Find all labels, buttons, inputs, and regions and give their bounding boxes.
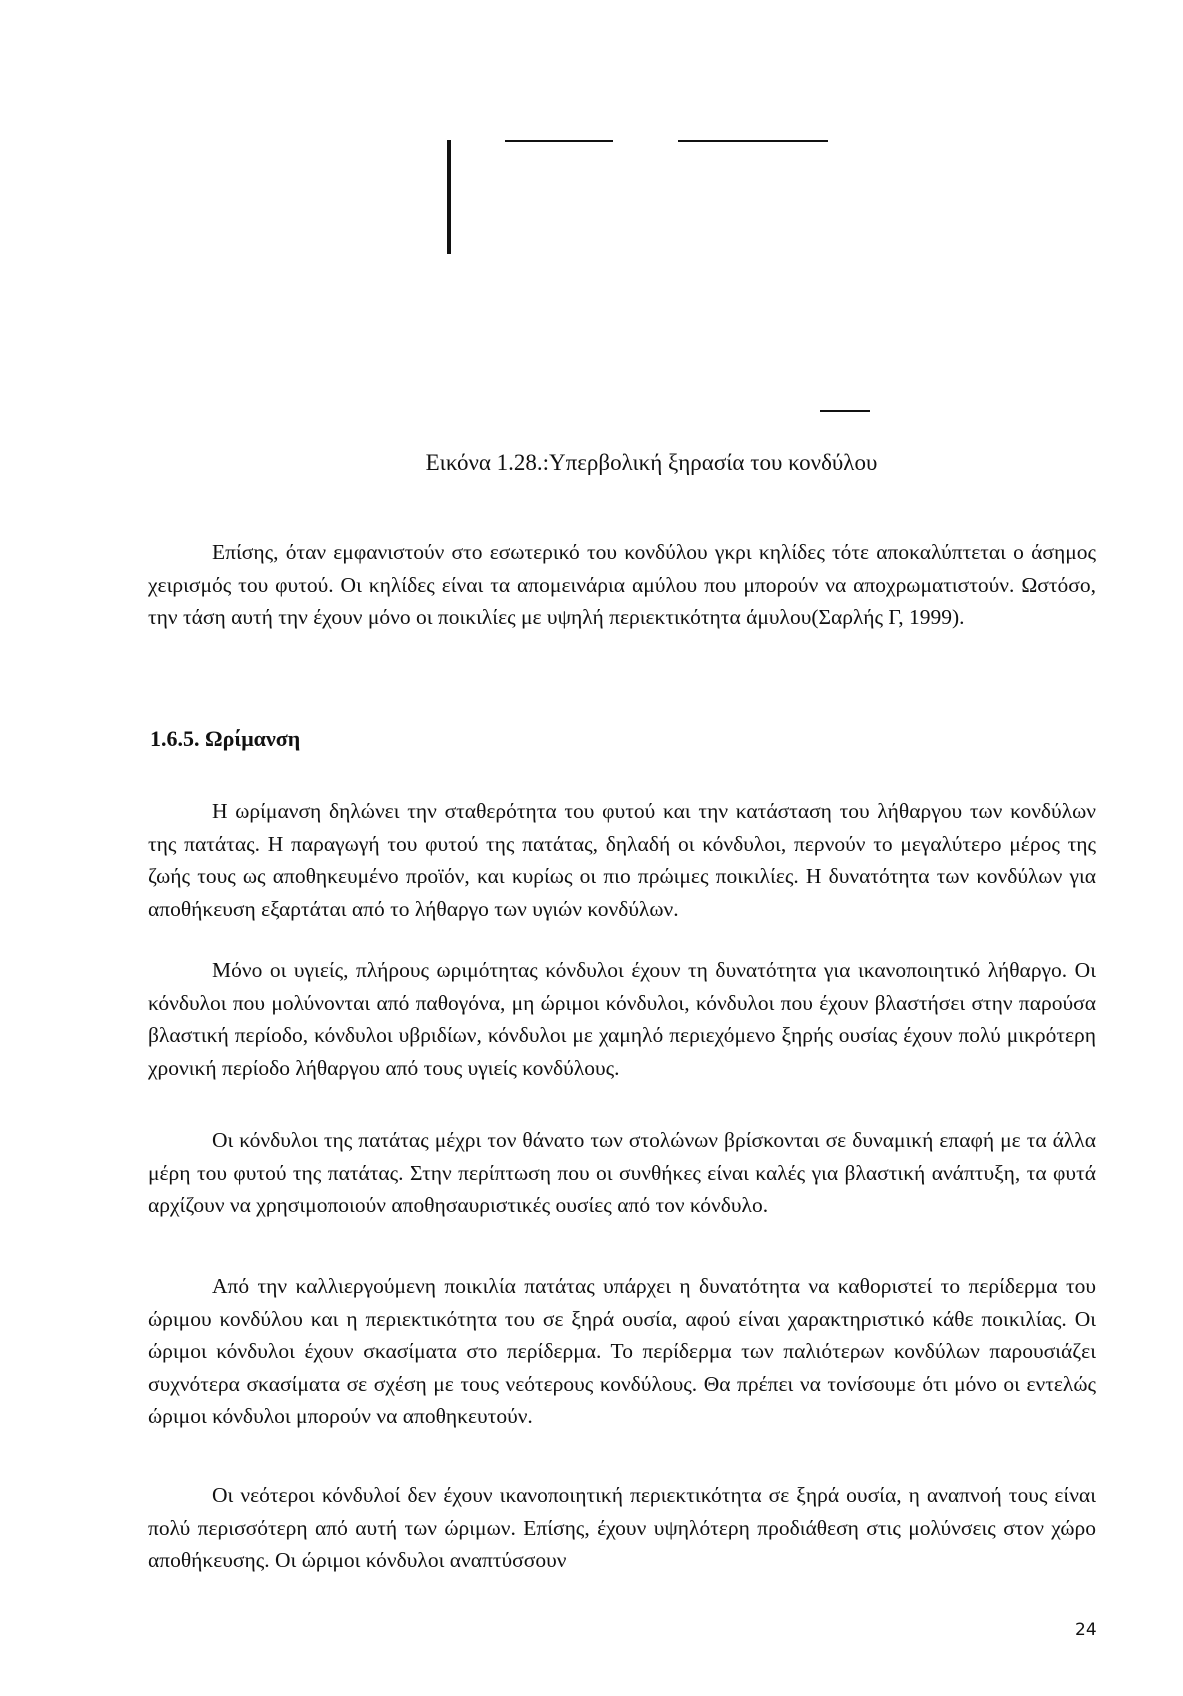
paragraph-3: Μόνο οι υγιείς, πλήρους ωριμότητας κόνδυλοι έχουν τη δυνατότητα για ικανοποιητικό λήθαργο. Οι κόνδυλοι που μολύνονται από παθογόνα, μη ώριμοι κόνδυλοι, κόνδυλοι που έχουν βλαστήσει στην παρούσα βλαστική περίοδο, κόνδυλοι υβριδίων, κόνδυλοι με χαμηλό περιεχόμενο ξηρής ουσίας έχουν πολύ μικρότερη χρονική περίοδο λήθαργου από τους υγιείς κονδύλους. (148, 958, 1096, 1080)
figure-scan-mark-top-left (505, 140, 613, 142)
paragraph-1: Επίσης, όταν εμφανιστούν στο εσωτερικό του κονδύλου γκρι κηλίδες τότε αποκαλύπτεται ο άσημος χειρισμός του φυτού. Οι κηλίδες είναι τα απομεινάρια αμύλου που μπορούν να αποχρωματιστούν. Ωστόσο, την τάση αυτή την έχουν μόνο οι ποικιλίες με υψηλή περιεκτικότητα άμυλου(Σαρλής Γ, 1999). (148, 540, 1096, 629)
page-number: 24 (1075, 1620, 1097, 1640)
figure-caption: Εικόνα 1.28.:Υπερβολική ξηρασία του κονδύλου (425, 450, 878, 475)
paragraph-4: Οι κόνδυλοι της πατάτας μέχρι τον θάνατο των στολώνων βρίσκονται σε δυναμική επαφή με τα άλλα μέρη του φυτού της πατάτας. Στην περίπτωση που οι συνθήκες είναι καλές για βλαστική ανάπτυξη, τα φυτά αρχίζουν να χρησιμοποιούν αποθησαυριστικές ουσίες από τον κόνδυλο. (148, 1128, 1096, 1217)
figure-scan-mark-dash (820, 410, 870, 412)
paragraph-6: Οι νεότεροι κόνδυλοί δεν έχουν ικανοποιητική περιεκτικότητα σε ξηρά ουσία, η αναπνοή τους είναι πολύ περισσότερη από αυτή των ώριμων. Επίσης, έχουν υψηλότερη προδιάθεση στις μολύνσεις στον χώρο αποθήκευσης. Οι ώριμοι κόνδυλοι αναπτύσσουν (148, 1483, 1096, 1572)
paragraph-5: Από την καλλιεργούμενη ποικιλία πατάτας υπάρχει η δυνατότητα να καθοριστεί το περίδερμα του ώριμου κονδύλου και η περιεκτικότητα του σε ξηρά ουσία, αφού είναι χαρακτηριστικό κάθε ποικιλίας. Οι ώριμοι κόνδυλοι έχουν σκασίματα στο περίδερμα. Το περίδερμα των παλιότερων κονδύλων παρουσιάζει συχνότερα σκασίματα σε σχέση με τους νεότερους κονδύλους. Θα πρέπει να τονίσουμε ότι μόνο οι εντελώς ώριμοι κόνδυλοι μπορούν να αποθηκευτούν. (148, 1274, 1096, 1428)
figure-scan-mark-vertical (447, 140, 451, 254)
section-heading: 1.6.5. Ωρίμανση (150, 726, 301, 751)
figure-scan-mark-top-right (678, 140, 828, 142)
paragraph-2: Η ωρίμανση δηλώνει την σταθερότητα του φυτού και την κατάσταση του λήθαργου των κονδύλων της πατάτας. Η παραγωγή του φυτού της πατάτας, δηλαδή οι κόνδυλοι, περνούν το μεγαλύτερο μέρος της ζωής τους ως αποθηκευμένο προϊόν, και κυρίως οι πιο πρώιμες ποικιλίες. Η δυνατότητα των κονδύλων για αποθήκευση εξαρτάται από το λήθαργο των υγιών κονδύλων. (148, 799, 1096, 921)
